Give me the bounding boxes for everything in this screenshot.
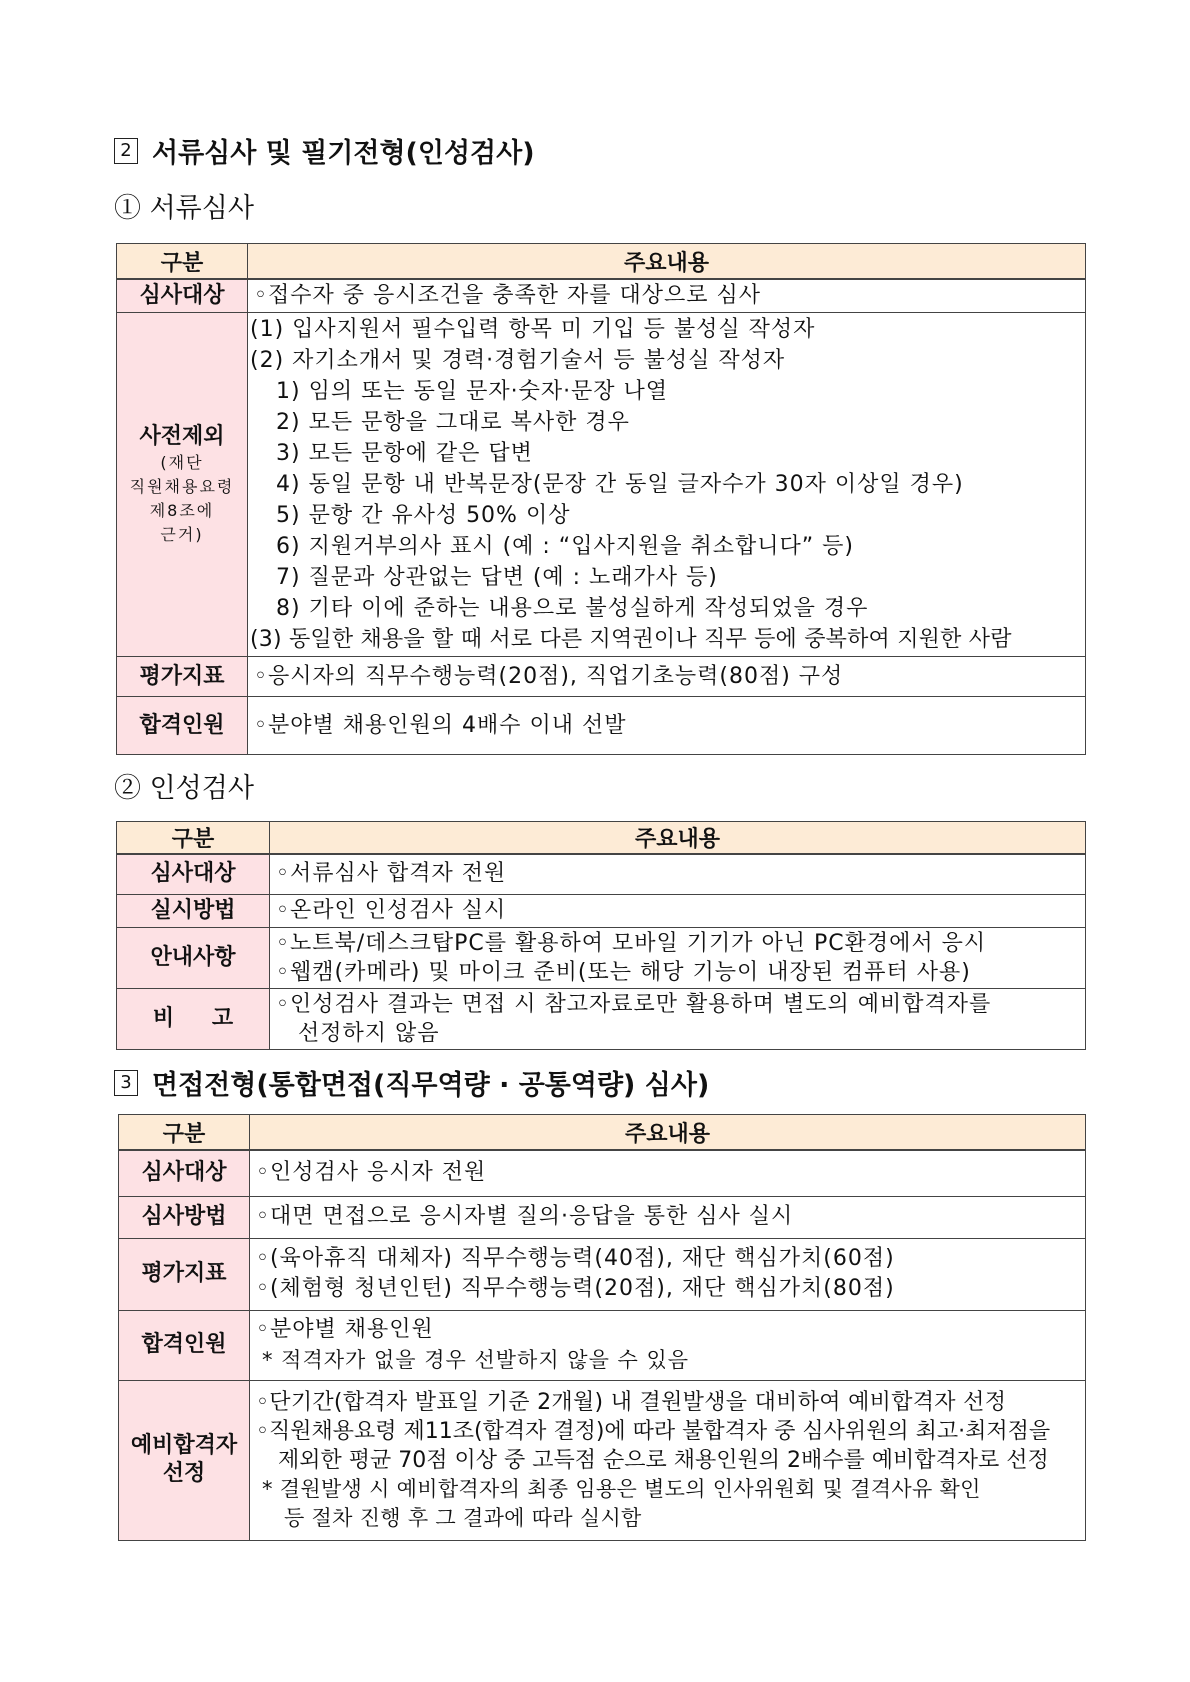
row-label-remark: 비 고	[117, 988, 270, 1049]
header-content: 주요내용	[248, 244, 1086, 280]
row-label-exclude	[117, 313, 248, 657]
row-content-target: ◦접수자 중 응시조건을 충족한 자를 대상으로 심사	[248, 279, 1086, 313]
row-content-method: ◦대면 면접으로 응시자별 질의·응답을 통한 심사 실시	[250, 1196, 1086, 1238]
remark-line: ◦인성검사 결과는 면접 시 참고자료로만 활용하며 별도의 예비합격자를	[276, 991, 992, 1017]
subsection-document-review-title: ① 서류심사	[114, 193, 254, 224]
reserve-line: ◦단기간(합격자 발표일 기준 2개월) 내 결원발생을 대비하여 예비합격자 선정	[256, 1389, 1007, 1415]
section-3-heading	[114, 1063, 709, 1102]
row-label-guide: 안내사항	[117, 927, 270, 988]
exclude-label: 사전제외	[139, 423, 225, 449]
interview-table	[118, 1114, 1086, 1541]
reserve-line: 제외한 평균 70점 이상 중 고득점 순으로 채용인원의 2배수를 예비합격자로 선정	[278, 1447, 1049, 1473]
row-content-remark	[270, 988, 1086, 1049]
section-2-title: 서류심사 및 필기전형(인성검사)	[152, 138, 535, 169]
row-content-reserve	[250, 1380, 1086, 1540]
row-label-reserve	[119, 1380, 250, 1540]
exclude-note-4: 근거)	[160, 524, 204, 544]
row-label-pass: 합격인원	[117, 697, 248, 755]
pass-line: ◦분야별 채용인원	[256, 1317, 434, 1342]
row-label-method: 실시방법	[117, 894, 270, 927]
exclude-line: 4) 동일 문항 내 반복문장(문장 간 동일 글자수가 30자 이상일 경우)	[276, 472, 964, 497]
remark-line: 선정하지 않음	[298, 1020, 440, 1046]
exclude-line: 5) 문항 간 유사성 50% 이상	[276, 503, 571, 528]
exclude-line: 3) 모든 문항에 같은 답변	[276, 441, 533, 466]
reserve-note: * 결원발생 시 예비합격자의 최종 임용은 별도의 인사위원회 및 결격사유 확인	[262, 1476, 981, 1501]
header-content: 주요내용	[270, 822, 1086, 855]
header-category: 구분	[119, 1115, 250, 1151]
exclude-line: 2) 모든 문항을 그대로 복사한 경우	[276, 410, 630, 435]
document-review-table	[116, 243, 1086, 755]
reserve-label-2: 선정	[162, 1461, 206, 1486]
row-label-target: 심사대상	[117, 279, 248, 313]
row-content-guide	[270, 927, 1086, 988]
exclude-line: 7) 질문과 상관없는 답변 (예 : 노래가사 등)	[276, 565, 718, 590]
row-label-target: 심사대상	[117, 854, 270, 894]
exclude-note-3: 제8조에	[149, 500, 215, 520]
personality-test-table	[116, 821, 1086, 1050]
row-label-pass: 합격인원	[119, 1310, 250, 1380]
exclude-note-1: (재단	[160, 452, 204, 472]
row-content-eval	[250, 1238, 1086, 1310]
header-category: 구분	[117, 822, 270, 855]
reserve-line: ◦직원채용요령 제11조(합격자 결정)에 따라 불합격자 중 심사위원의 최고·최저점을	[256, 1418, 1051, 1444]
eval-line: ◦(육아휴직 대체자) 직무수행능력(40점), 재단 핵심가치(60점)	[256, 1246, 895, 1271]
header-content: 주요내용	[250, 1115, 1086, 1151]
row-content-method: ◦온라인 인성검사 실시	[270, 894, 1086, 927]
header-category: 구분	[117, 244, 248, 280]
guide-line: ◦노트북/데스크탑PC를 활용하여 모바일 기기가 아닌 PC환경에서 응시	[276, 930, 987, 956]
subsection-personality-test-title: ② 인성검사	[114, 773, 254, 804]
exclude-line: 8) 기타 이에 준하는 내용으로 불성실하게 작성되었을 경우	[276, 596, 869, 621]
guide-line: ◦웹캠(카메라) 및 마이크 준비(또는 해당 기능이 내장된 컴퓨터 사용)	[276, 959, 971, 985]
row-label-eval: 평가지표	[119, 1238, 250, 1310]
exclude-line: (2) 자기소개서 및 경력·경험기술서 등 불성실 작성자	[250, 348, 786, 373]
exclude-note-2: 직원채용요령	[129, 476, 235, 496]
section-3-number: 3	[114, 1070, 138, 1096]
eval-line: ◦(체험형 청년인턴) 직무수행능력(20점), 재단 핵심가치(80점)	[256, 1276, 895, 1301]
row-content-eval: ◦응시자의 직무수행능력(20점), 직업기초능력(80점) 구성	[248, 657, 1086, 697]
exclude-line: 6) 지원거부의사 표시 (예 : “입사지원을 취소합니다” 등)	[276, 534, 854, 559]
exclude-line: (3) 동일한 채용을 할 때 서로 다른 지역권이나 직무 등에 중복하여 지원한 사람	[250, 627, 1012, 652]
section-3-title: 면접전형(통합면접(직무역량 · 공통역량) 심사)	[152, 1070, 710, 1101]
exclude-line: 1) 임의 또는 동일 문자·숫자·문장 나열	[276, 379, 669, 404]
row-label-method: 심사방법	[119, 1196, 250, 1238]
row-content-pass	[250, 1310, 1086, 1380]
exclude-line: (1) 입사지원서 필수입력 항목 미 기입 등 불성실 작성자	[250, 317, 816, 342]
reserve-label-1: 예비합격자	[130, 1433, 238, 1458]
row-content-target: ◦인성검사 응시자 전원	[250, 1150, 1086, 1196]
row-content-pass: ◦분야별 채용인원의 4배수 이내 선발	[248, 697, 1086, 755]
section-2-number: 2	[114, 138, 138, 164]
row-content-exclude	[248, 313, 1086, 657]
pass-note: * 적격자가 없을 경우 선발하지 않을 수 있음	[262, 1348, 690, 1372]
row-content-target: ◦서류심사 합격자 전원	[270, 854, 1086, 894]
row-label-target: 심사대상	[119, 1150, 250, 1196]
reserve-note: 등 절차 진행 후 그 결과에 따라 실시함	[284, 1505, 642, 1530]
row-label-eval: 평가지표	[117, 657, 248, 697]
section-2-heading	[114, 131, 535, 170]
